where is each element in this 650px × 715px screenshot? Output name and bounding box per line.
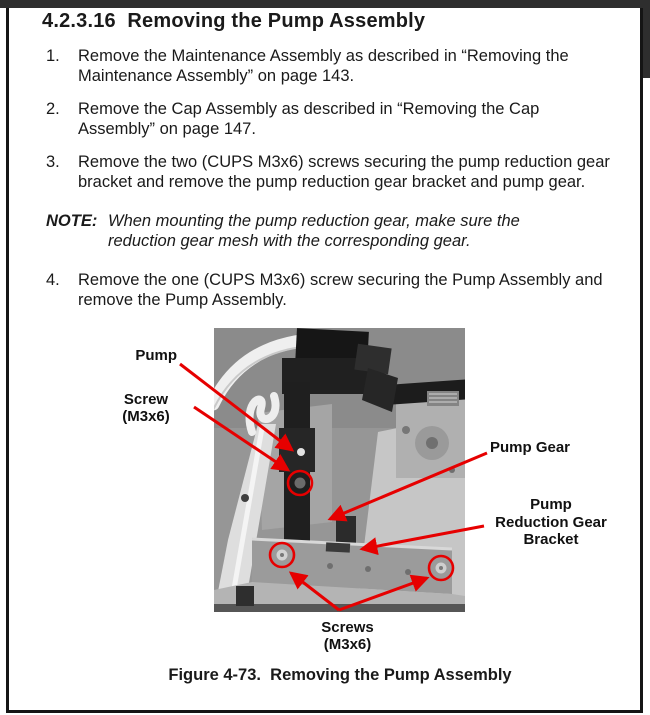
- step-text-line: Remove the one (CUPS M3x6) screw securing the Pump Assembly and: [78, 271, 603, 289]
- figure-caption: Figure 4-73. Removing the Pump Assembly: [168, 666, 512, 684]
- step-text-line: Maintenance Assembly” on page 143.: [78, 67, 355, 85]
- callout-pump: Pump: [135, 347, 177, 364]
- note-text-line: When mounting the pump reduction gear, make sure the: [108, 212, 520, 230]
- step-number: 4.: [46, 271, 60, 289]
- callout-screws-m3x6: [300, 620, 395, 653]
- callout-screw-line: (M3x6): [122, 407, 170, 425]
- note-label: NOTE:: [46, 212, 98, 230]
- callout-reduction-gear-bracket: [478, 496, 624, 549]
- step-3: [46, 152, 636, 192]
- step-text-line: remove the Pump Assembly.: [78, 291, 287, 309]
- step-2: [46, 99, 636, 139]
- page-title: 4.2.3.16 Removing the Pump Assembly: [42, 10, 426, 32]
- note-text-line: reduction gear mesh with the corresponding gear.: [108, 232, 471, 250]
- step-4: [46, 270, 636, 310]
- callout-screws-line: (M3x6): [323, 635, 372, 653]
- step-text-line: Remove the Cap Assembly as described in “Removing the Cap: [78, 100, 540, 118]
- note-block: [46, 211, 636, 251]
- step-text-line: Remove the two (CUPS M3x6) screws securing the pump reduction gear: [78, 153, 610, 171]
- callout-screw-line: Screw: [123, 391, 169, 408]
- callout-screws-line: Screws: [321, 619, 374, 636]
- step-number: 2.: [46, 100, 60, 118]
- scan-edge-right: [643, 0, 650, 78]
- callout-screw-m3x6: [100, 392, 192, 425]
- step-text-line: bracket and remove the pump reduction gear bracket and pump gear.: [78, 173, 586, 191]
- scan-edge-top: [0, 0, 650, 8]
- callout-pump-gear: Pump Gear: [490, 439, 571, 456]
- callout-bracket-line: Pump: [530, 496, 572, 513]
- callout-bracket-line: Bracket: [523, 531, 579, 548]
- step-number: 3.: [46, 153, 60, 171]
- step-1: [46, 46, 636, 86]
- callout-bracket-line: Reduction Gear: [495, 513, 607, 531]
- step-number: 1.: [46, 47, 60, 65]
- step-text-line: Remove the Maintenance Assembly as described in “Removing the: [78, 47, 569, 65]
- step-text-line: Assembly” on page 147.: [78, 120, 256, 138]
